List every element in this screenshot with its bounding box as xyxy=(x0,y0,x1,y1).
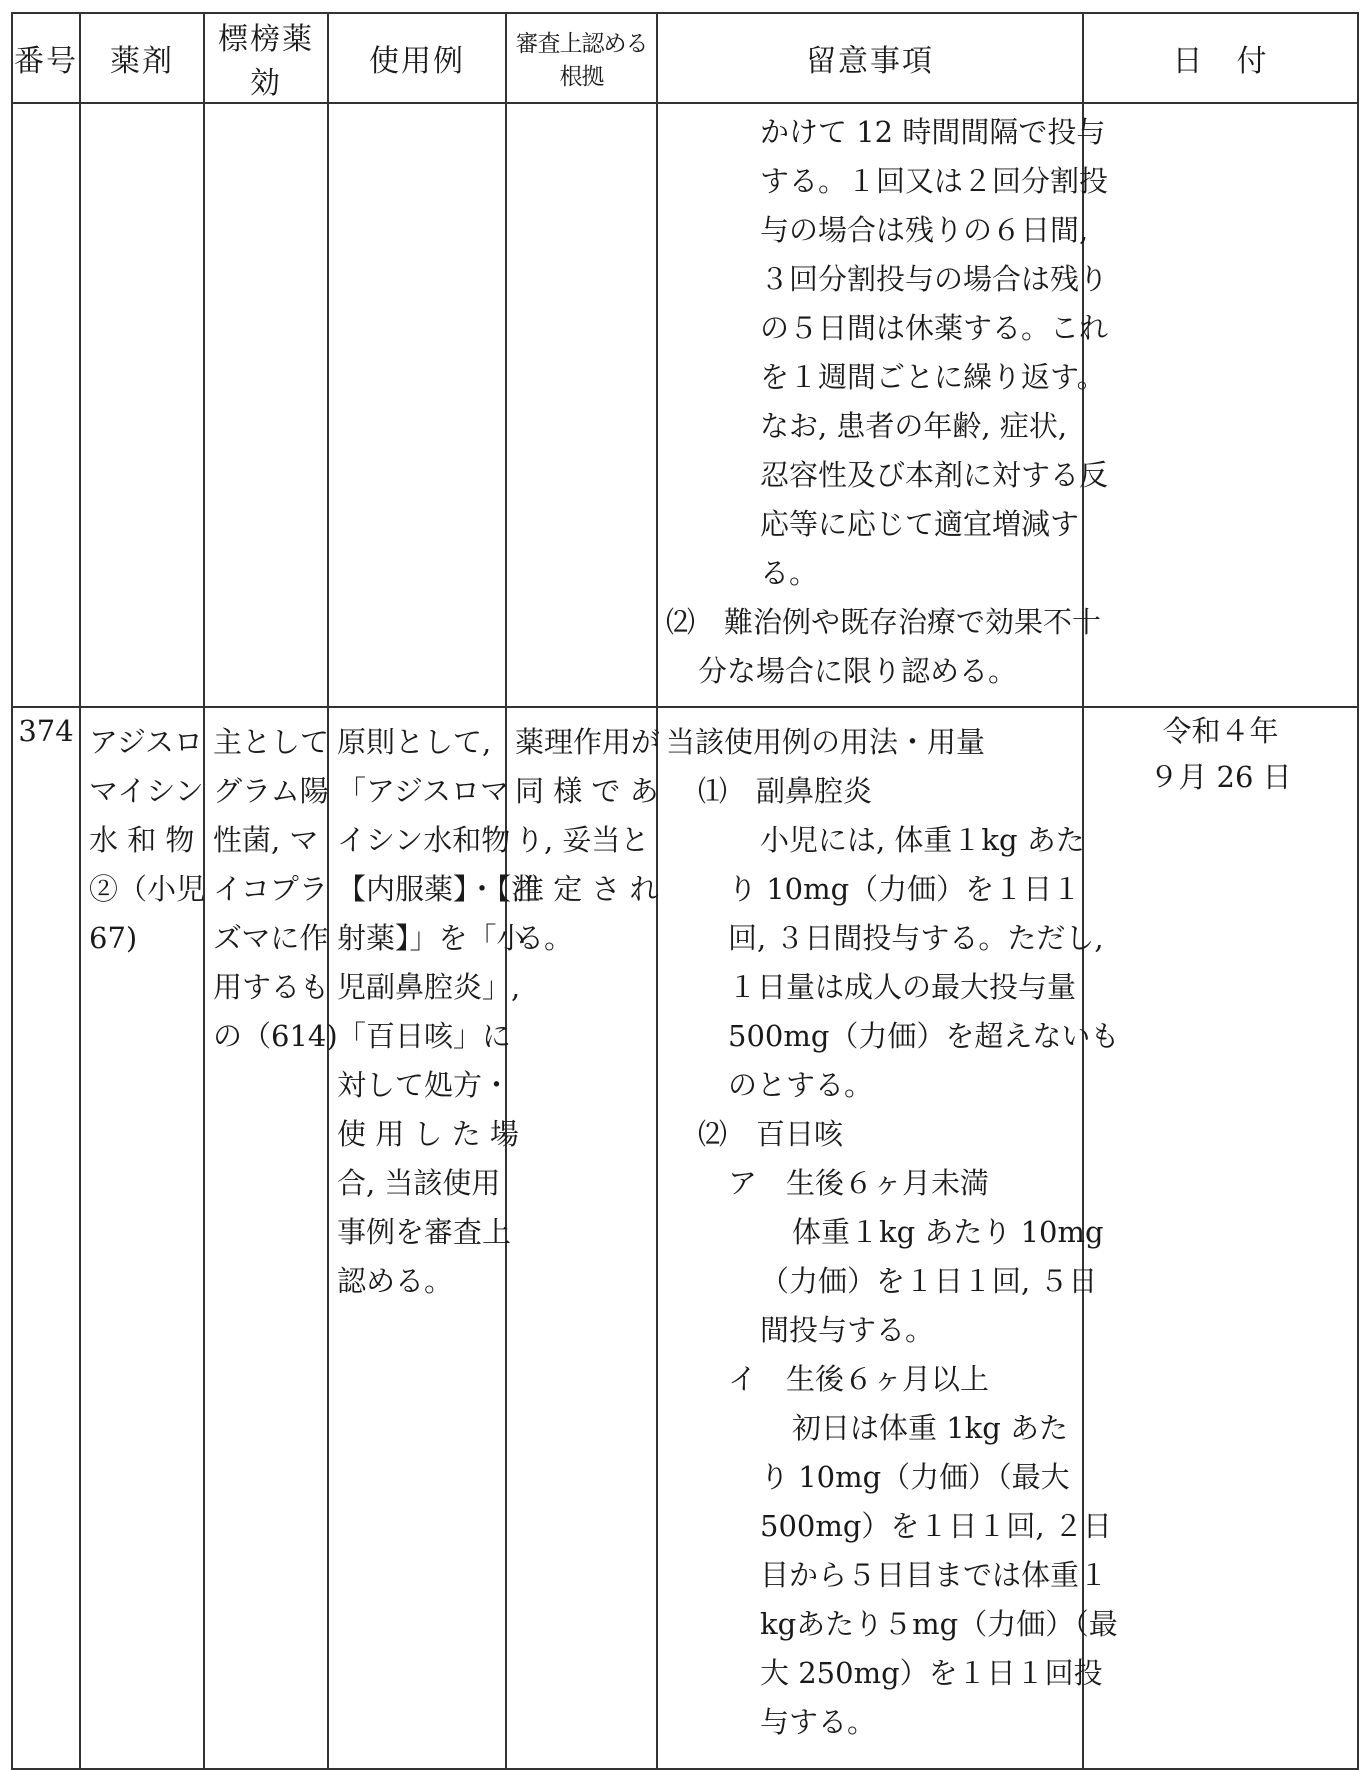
cell-usage-example xyxy=(328,707,541,1769)
drug-line: アジスロ xyxy=(89,725,203,759)
usage-line: 「アジスロマ xyxy=(337,774,509,808)
basis-line: 薬理作用が xyxy=(515,725,661,759)
efficacy-line: ズマに作 xyxy=(213,921,329,955)
notes-line: る。 xyxy=(760,556,819,590)
header-usage-example: 使用例 xyxy=(328,13,506,103)
usage-line: 射薬】」を「小 xyxy=(337,921,526,955)
notes-line: の５日間は休薬する。これ xyxy=(760,311,1109,345)
usage-line: 認める。 xyxy=(337,1264,454,1298)
usage-line: 児副鼻腔炎」, xyxy=(337,970,521,1004)
cell-review-basis xyxy=(506,707,661,1769)
efficacy-line: グラム陽 xyxy=(213,774,329,808)
cell-notes xyxy=(657,707,1120,1769)
drug-line: ②（小児 xyxy=(89,872,206,906)
notes-line: 500mg（力価）を超えないも xyxy=(728,1019,1120,1053)
cell-efficacy-empty xyxy=(204,103,328,707)
drug-line: 67) xyxy=(89,921,138,955)
notes-line: り 10mg（力価）（最大 xyxy=(760,1460,1070,1494)
header-review-basis: 審査上認める根拠 xyxy=(506,13,657,103)
efficacy-line: イコプラ xyxy=(213,872,328,906)
usage-line: 使 用 し た 場 xyxy=(337,1117,519,1151)
header-efficacy: 標榜薬効 xyxy=(204,13,328,103)
notes-line: ３回分割投与の場合は残り xyxy=(760,262,1109,296)
notes-line: 回, ３日間投与する。ただし, xyxy=(728,921,1104,955)
notes-line: 応等に応じて適宜増減す xyxy=(760,507,1080,541)
notes-line: する。１回又は２回分割投 xyxy=(760,164,1109,198)
usage-line: 【内服薬】・【注 xyxy=(337,872,541,906)
header-drug: 薬剤 xyxy=(80,13,204,103)
drug-line: 水 和 物 xyxy=(89,823,195,857)
notes-line: 忍容性及び本剤に対する反 xyxy=(760,458,1109,492)
notes-line: （力価）を１日１回, ５日 xyxy=(760,1264,1098,1298)
usage-line: 事例を審査上 xyxy=(337,1215,512,1249)
notes-subitem-i: イ 生後６ヶ月以上 xyxy=(728,1362,990,1396)
header-notes: 留意事項 xyxy=(657,13,1083,103)
notes-line: kgあたり５mg（力価）（最 xyxy=(760,1607,1118,1641)
cell-number: 374 xyxy=(12,707,80,1769)
notes-line: 500mg）を１日１回, ２日 xyxy=(760,1509,1112,1543)
notes-subitem-a: ア 生後６ヶ月未満 xyxy=(728,1166,990,1200)
basis-line: 推 定 さ れ xyxy=(515,872,659,906)
cell-date-empty xyxy=(1083,103,1358,707)
notes-line: 目から５日目までは体重１ xyxy=(760,1558,1109,1592)
notes-item-1: ⑴ 副鼻腔炎 xyxy=(698,774,873,808)
drug-approval-table xyxy=(11,12,1359,1770)
notes-line: 体重１kg あたり 10mg xyxy=(792,1215,1104,1249)
header-date: 日 付 xyxy=(1083,13,1358,103)
cell-drug-empty xyxy=(80,103,204,707)
notes-heading: 当該使用例の用法・用量 xyxy=(666,725,986,759)
header-number: 番号 xyxy=(12,13,80,103)
efficacy-line: の（614) xyxy=(213,1019,338,1053)
cell-date xyxy=(1083,707,1358,1769)
cell-basis-empty xyxy=(506,103,657,707)
cell-usage-empty xyxy=(328,103,506,707)
notes-line: 大 250mg）を１日１回投 xyxy=(760,1656,1103,1690)
usage-line: 原則として, xyxy=(337,725,492,759)
notes-line: 間投与する。 xyxy=(760,1313,935,1347)
notes-line: １日量は成人の最大投与量 xyxy=(728,970,1077,1004)
efficacy-line: 性菌, マ xyxy=(213,823,319,857)
cell-drug xyxy=(80,707,204,1769)
notes-line: 小児には, 体重１kg あた xyxy=(760,823,1085,857)
table-row-374 xyxy=(12,707,1358,1769)
usage-line: 「百日咳」に xyxy=(337,1019,512,1053)
notes-line: なお, 患者の年齢, 症状, xyxy=(760,409,1068,443)
usage-line: イシン水和物 xyxy=(337,823,511,857)
notes-line: のとする。 xyxy=(728,1068,874,1102)
cell-number-empty xyxy=(12,103,80,707)
cell-efficacy xyxy=(204,707,338,1769)
date-era-year: 令和４年 xyxy=(1162,714,1279,748)
basis-line: 同 様 で あ xyxy=(515,774,659,808)
usage-line: 合, 当該使用 xyxy=(337,1166,501,1200)
table-row-continuation xyxy=(12,103,1358,707)
notes-line: 初日は体重 1kg あた xyxy=(792,1411,1069,1445)
notes-item-2: ⑵ 百日咳 xyxy=(698,1117,844,1151)
notes-line: 与の場合は残りの６日間, xyxy=(760,213,1089,247)
notes-line: 与する。 xyxy=(760,1705,877,1739)
efficacy-line: 用するも xyxy=(213,970,330,1004)
notes-line: を１週間ごとに繰り返す。 xyxy=(760,360,1106,394)
drug-line: マイシン xyxy=(89,774,204,808)
notes-line: 分な場合に限り認める。 xyxy=(698,654,1018,688)
notes-line: り 10mg（力価）を１日１ xyxy=(728,872,1082,906)
cell-notes-continued xyxy=(657,103,1109,707)
header-row xyxy=(12,13,1358,103)
basis-line: る。 xyxy=(515,921,574,955)
date-month-day: ９月 26 日 xyxy=(1149,760,1292,794)
usage-line: 対して処方・ xyxy=(337,1068,512,1102)
notes-line: かけて 12 時間間隔で投与 xyxy=(760,115,1106,149)
notes-item-2: ⑵ 難治例や既存治療で効果不十 xyxy=(666,605,1102,639)
basis-line: り, 妥当と xyxy=(515,823,650,857)
efficacy-line: 主として xyxy=(213,725,330,759)
